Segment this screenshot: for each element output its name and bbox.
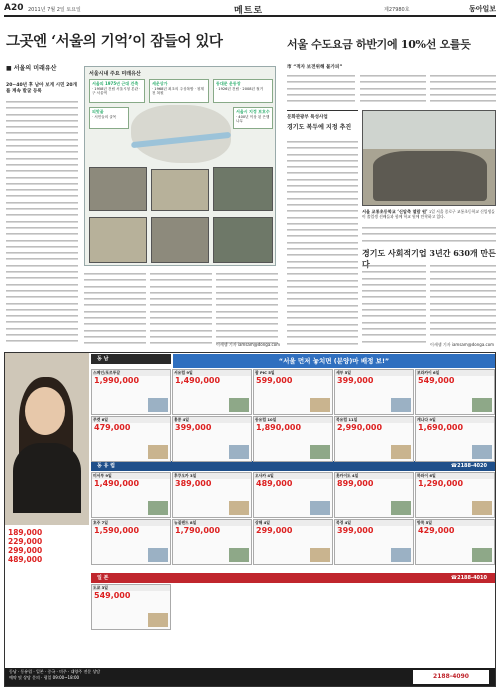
- ad-tile[interactable]: [253, 416, 333, 462]
- ad-tile[interactable]: [334, 519, 414, 565]
- ad-tile[interactable]: [91, 416, 171, 462]
- infographic: [84, 66, 276, 266]
- ad-tile-photo: [229, 445, 249, 459]
- ad-tile-photo: [310, 445, 330, 459]
- ad-tile-photo: [391, 501, 411, 515]
- ad-tile[interactable]: [334, 369, 414, 415]
- ad-tile[interactable]: [172, 472, 252, 518]
- left-kicker: ■ 서울의 미래유산: [6, 65, 57, 72]
- left-body-col-4: [216, 270, 281, 348]
- ad-tile[interactable]: [91, 519, 171, 565]
- right-body-col-4: [287, 138, 358, 348]
- ad-tile-price: 2,990,000: [337, 423, 383, 432]
- news-photo: [362, 110, 496, 206]
- right-body-col-7: [430, 262, 496, 340]
- ad-tile-title: 후쿠오카 3일: [173, 473, 251, 479]
- ad-tile-photo: [391, 445, 411, 459]
- infographic-title: 서울시내 주요 미래유산: [89, 71, 141, 77]
- right-body-col-2: [360, 72, 426, 108]
- info-box: 피맛골 · 서민들의 골목: [89, 107, 129, 129]
- ad-tile-price: 489,000: [256, 479, 293, 488]
- left-body-col-2: [84, 270, 146, 348]
- info-box: 서울시 지정 보호수 · 400년 이상 된 은행나무: [233, 107, 273, 129]
- ad-tile-title: 뉴질랜드 8일: [173, 520, 251, 526]
- ad-tile[interactable]: [415, 519, 495, 565]
- travel-advertisement: [4, 352, 496, 687]
- ad-tile[interactable]: [172, 416, 252, 462]
- ad-tile-price: 1,890,000: [256, 423, 302, 432]
- ad-tile-price: 899,000: [337, 479, 374, 488]
- infographic-photo: [151, 169, 209, 211]
- ad-tile-title: 보라카이 6일: [416, 370, 494, 376]
- ad-tile-price: 389,000: [175, 479, 212, 488]
- ad-tile-title: 푸켓 6일: [92, 417, 170, 423]
- left-subhead: 20~40년 후 남아 보게 시민 20개를 계속 발굴 등록: [6, 83, 77, 94]
- ad-tile[interactable]: [91, 472, 171, 518]
- ad-tile-price: 299,000: [256, 526, 293, 535]
- ad-tile-photo: [472, 501, 492, 515]
- right-body-col-6: [362, 262, 426, 344]
- ad-tile-price: 1,590,000: [94, 526, 140, 535]
- ad-tile-price: 1,690,000: [418, 423, 464, 432]
- side-box-title: 경기도 복두에 지정 추진: [287, 124, 352, 131]
- ad-tile-price: 1,490,000: [175, 376, 221, 385]
- ad-tile-title: 스페인/포르투갈: [92, 370, 170, 376]
- ad-tile-title: 세부 5일: [335, 370, 413, 376]
- ad-tile-photo: [391, 398, 411, 412]
- right-headline: 서울 수도요금 하반기에 10%선 오를듯: [287, 38, 471, 51]
- info-box: 세운상가 · 1968년 최초의 주상복합 · 청계천 복원: [149, 79, 209, 103]
- ad-tile-photo: [310, 501, 330, 515]
- right-byline: 이새샘 기자 iamsam@donga.com: [430, 342, 495, 347]
- ad-tile-title: 홍콩 4일: [173, 417, 251, 423]
- ad-tile-price: 399,000: [337, 376, 374, 385]
- infographic-photo: [89, 217, 147, 263]
- second-headline: 경기도 사회적기업 3년간 630개 만든: [362, 248, 496, 258]
- page-number: A20: [4, 3, 24, 13]
- ad-tile-title: 미서부 9일: [92, 473, 170, 479]
- ad-tile-title: 호주 7일: [92, 520, 170, 526]
- ad-tile[interactable]: [91, 584, 171, 630]
- side-price-list: 189,000 229,000 299,000 489,000: [5, 525, 89, 617]
- ad-tile-photo: [148, 398, 168, 412]
- right-body-col-1: [287, 72, 355, 108]
- side-box-kicker: 문화관광부 특성사업: [287, 115, 328, 120]
- issue-date: 2011년 7월 2일 토요일: [28, 7, 81, 13]
- ad-tile-title: 괌 PIC 5일: [254, 370, 332, 376]
- ad-tile-title: 북경 4일: [335, 520, 413, 526]
- ad-tile[interactable]: [253, 472, 333, 518]
- right-subhead: 市 “적자 보전위해 불가피”: [287, 65, 343, 70]
- ad-tile[interactable]: [253, 519, 333, 565]
- ad-tile-price: 599,000: [256, 376, 293, 385]
- ad-tile-photo: [148, 445, 168, 459]
- ad-section-strip: 동 남: [91, 354, 171, 364]
- ad-tile[interactable]: [415, 369, 495, 415]
- ad-tile-title: 서유럽 9일: [173, 370, 251, 376]
- ad-tile-photo: [229, 501, 249, 515]
- ad-tile-title: 도쿄 3일: [92, 585, 170, 591]
- section-title: 메트로: [234, 6, 264, 16]
- ad-tile-price: 1,990,000: [94, 376, 140, 385]
- ad-tile-price: 479,000: [94, 423, 131, 432]
- body-text-lines: [6, 98, 78, 344]
- ad-tile[interactable]: [253, 369, 333, 415]
- ad-tile-photo: [391, 548, 411, 562]
- ad-tile-photo: [229, 548, 249, 562]
- right-body-col-5: [362, 224, 496, 246]
- ad-tile[interactable]: [334, 472, 414, 518]
- ad-tile[interactable]: [415, 416, 495, 462]
- ad-tile-title: 동유럽 10일: [254, 417, 332, 423]
- ad-tile-price: 1,290,000: [418, 479, 464, 488]
- issue-number: 제27980호: [384, 7, 410, 13]
- ad-tile[interactable]: [172, 519, 252, 565]
- ad-tile-title: 홋카이도 4일: [335, 473, 413, 479]
- left-byline: 이새샘 기자 iamsam@donga.com: [216, 342, 281, 347]
- left-body-col-3: [150, 270, 212, 348]
- ad-tile-title: 북유럽 11일: [335, 417, 413, 423]
- ad-tile-title: 캐나다 9일: [416, 417, 494, 423]
- ad-tile-price: 429,000: [418, 526, 455, 535]
- ad-tile-photo: [472, 398, 492, 412]
- infographic-photo: [213, 217, 273, 263]
- ad-tile[interactable]: [172, 369, 252, 415]
- right-body-col-3: [430, 72, 496, 108]
- ad-tile-photo: [472, 445, 492, 459]
- left-headline: 그곳엔 ‘서울의 기억’이 잠들어 있다: [6, 33, 223, 50]
- ad-tile-title: 상해 4일: [254, 520, 332, 526]
- ad-tile-photo: [148, 501, 168, 515]
- ad-tile-title: 오사카 4일: [254, 473, 332, 479]
- ad-footer: 동남 · 동유럽 · 일본 · 중국 · 미주 · 대양주 전문 상담 예약 및 상담 문의 · 평일 09:00~18:00 2188-4090: [5, 668, 495, 686]
- ad-tile-photo: [310, 398, 330, 412]
- info-box: 서울의 1975년 근대 건축 · 1958년 건립 서울시청 본관 · 구 서울역: [89, 79, 145, 103]
- ad-tile-price: 399,000: [175, 423, 212, 432]
- ad-tile-price: 399,000: [337, 526, 374, 535]
- left-body-col-1: [6, 98, 78, 348]
- ad-tile-title: 방콕 5일: [416, 520, 494, 526]
- photo-caption: 서울 교통초등학교 ‘신압축 열람 원’ 1일 서울 종로구 교통초등학교 신입생들이 졸업생 선배들과 함께 학교 원에 안착하고 있다.: [362, 209, 495, 219]
- ad-tile-title: 하와이 6일: [416, 473, 494, 479]
- infographic-photo: [213, 167, 273, 211]
- ad-section-strip: 동 유 럽 ☎2188-4020: [91, 461, 495, 471]
- ad-banner: “서울 먼저 놓치면 (분양)마 배정 보!”: [173, 354, 495, 368]
- infographic-photo: [151, 217, 209, 263]
- ad-tile[interactable]: [415, 472, 495, 518]
- ad-tile[interactable]: [334, 416, 414, 462]
- ad-tile-price: 549,000: [94, 591, 131, 600]
- ad-tile-photo: [310, 548, 330, 562]
- newspaper-name: 동아일보: [468, 5, 496, 13]
- infographic-photo: [89, 167, 147, 211]
- ad-section-strip: 일 본 ☎2188-4010: [91, 573, 495, 583]
- footer-phone[interactable]: 2188-4090: [413, 670, 489, 684]
- ad-tile-photo: [148, 548, 168, 562]
- side-box: [287, 110, 358, 134]
- ad-tile-photo: [229, 398, 249, 412]
- ad-tile-photo: [148, 613, 168, 627]
- ad-tile[interactable]: [91, 369, 171, 415]
- ad-tile-photo: [472, 548, 492, 562]
- ad-tile-price: 549,000: [418, 376, 455, 385]
- info-box: 동대문 운동장 · 1926년 건립 · 2008년 철거: [213, 79, 273, 103]
- ad-tile-price: 1,490,000: [94, 479, 140, 488]
- page-header: [4, 3, 496, 17]
- ad-tile-price: 1,790,000: [175, 526, 221, 535]
